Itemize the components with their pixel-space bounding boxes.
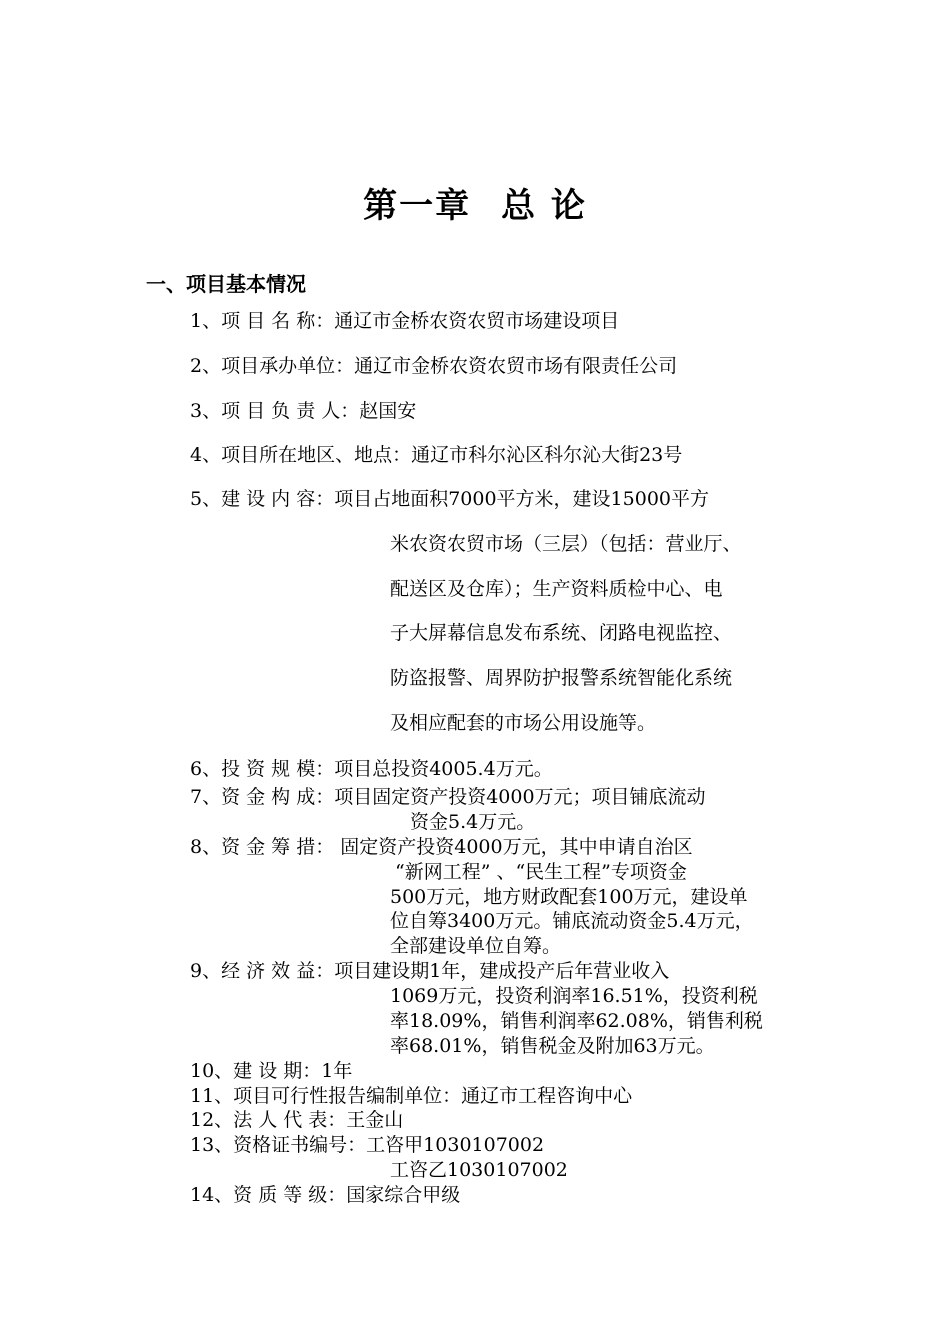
item-economic-benefit-line: 率68.01%，销售税金及附加63万元。 [390, 1035, 715, 1057]
item-construction-content-line: 及相应配套的市场公用设施等。 [390, 712, 657, 734]
item-construction-content-line: 子大屏幕信息发布系统、闭路电视监控、 [390, 622, 733, 644]
item-report-unit: 11、项目可行性报告编制单位：通辽市工程咨询中心 [190, 1085, 633, 1107]
item-economic-benefit-line: 1069万元，投资利润率16.51%，投资利税 [390, 985, 758, 1007]
item-fund-raising-line: “新网工程” 、“民生工程”专项资金 [395, 861, 687, 883]
item-fund-raising-line: 位自筹3400万元。铺底流动资金5.4万元， [390, 910, 754, 932]
item-construction-content-line: 配送区及仓库）；生产资料质检中心、电 [390, 578, 723, 600]
item-project-name: 1、项 目 名 称：通辽市金桥农资农贸市场建设项目 [190, 310, 620, 332]
item-construction-content-line: 米农资农贸市场（三层）（包括：营业厅、 [390, 533, 742, 555]
item-fund-composition: 7、资 金 构 成：项目固定资产投资4000万元；项目铺底流动 [190, 786, 706, 808]
item-certificate-number-line: 工咨乙1030107002 [390, 1159, 568, 1181]
item-project-leader: 3、项 目 负 责 人：赵国安 [190, 400, 417, 422]
item-certificate-number: 13、资格证书编号：工咨甲1030107002 [190, 1134, 545, 1156]
item-construction-content-line: 防盗报警、周界防护报警系统智能化系统 [390, 667, 733, 689]
item-economic-benefit: 9、经 济 效 益：项目建设期1年，建成投产后年营业收入 [190, 960, 670, 982]
item-economic-benefit-line: 率18.09%，销售利润率62.08%，销售利税 [390, 1010, 763, 1032]
item-fund-raising: 8、资 金 筹 措： 固定资产投资4000万元，其中申请自治区 [190, 836, 693, 858]
chapter-number: 第一章 [363, 186, 472, 226]
item-fund-composition-line: 资金5.4万元。 [410, 811, 536, 833]
item-undertaking-unit: 2、项目承办单位：通辽市金桥农资农贸市场有限责任公司 [190, 355, 678, 377]
item-construction-period: 10、建 设 期：1年 [190, 1060, 353, 1082]
item-construction-content: 5、建 设 内 容：项目占地面积7000平方米，建设15000平方 [190, 488, 710, 510]
item-fund-raising-line: 500万元，地方财政配套100万元，建设单 [390, 886, 748, 908]
item-qualification-grade: 14、资 质 等 级：国家综合甲级 [190, 1184, 461, 1206]
item-fund-raising-line: 全部建设单位自筹。 [390, 935, 562, 957]
chapter-title [0, 178, 950, 227]
section-heading: 一、项目基本情况 [146, 272, 306, 296]
chapter-name: 总 论 [501, 186, 587, 226]
item-legal-representative: 12、法 人 代 表：王金山 [190, 1109, 404, 1131]
item-location: 4、项目所在地区、地点：通辽市科尔沁区科尔沁大街23号 [190, 444, 683, 466]
item-investment-scale: 6、投 资 规 模：项目总投资4005.4万元。 [190, 758, 553, 780]
